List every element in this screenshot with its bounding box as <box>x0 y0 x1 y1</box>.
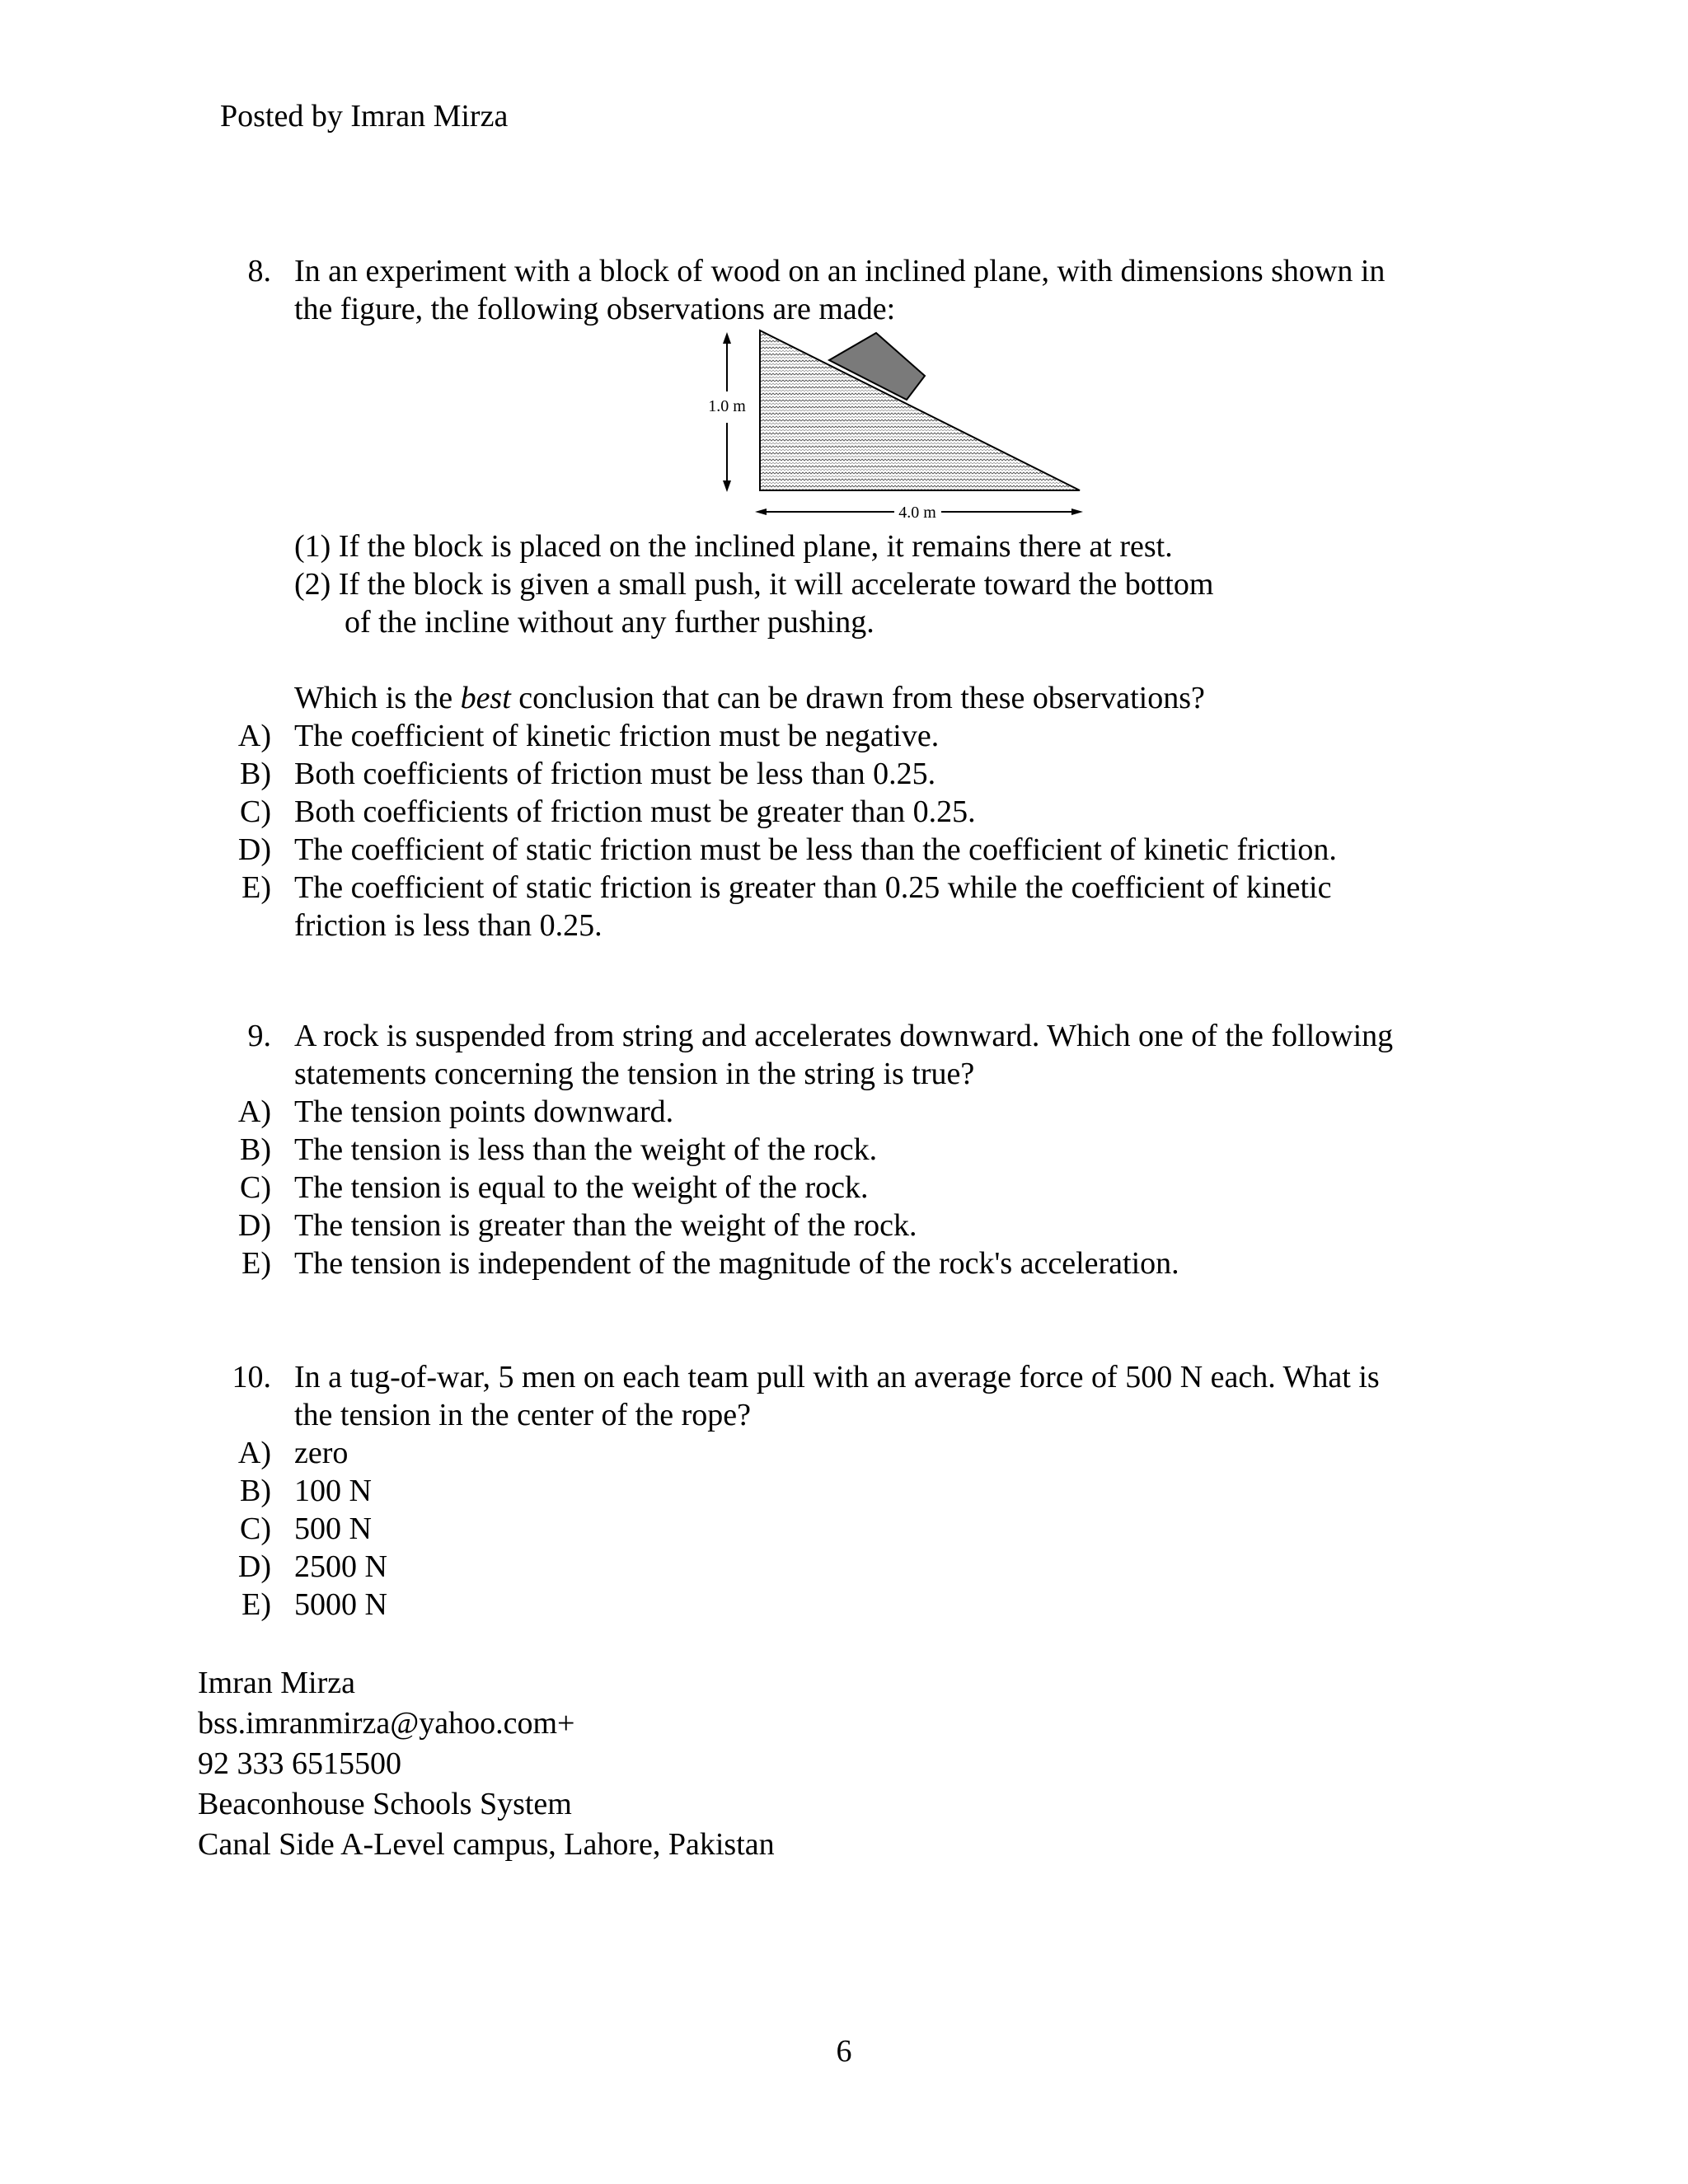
contact-campus: Canal Side A-Level campus, Lahore, Pakistan <box>198 1827 775 1862</box>
height-arrowhead-bottom <box>723 480 731 492</box>
question-number: 9. <box>247 1019 271 1053</box>
base-label: 4.0 m <box>898 504 936 522</box>
question-stem-line: statements concerning the tension in the string is true? <box>294 1057 975 1091</box>
option-letter: B) <box>240 757 271 791</box>
base-arrowhead-left <box>755 509 767 515</box>
observation-line: of the incline without any further pushing. <box>345 605 874 640</box>
question-stem-line: In a tug-of-war, 5 men on each team pull with an average force of 500 N each. What is <box>294 1360 1380 1394</box>
option-letter: C) <box>240 794 271 829</box>
option-text: The coefficient of static friction is greater than 0.25 while the coefficient of kinetic <box>294 870 1332 905</box>
option-letter: E) <box>241 1587 271 1622</box>
question-number: 10. <box>232 1360 271 1394</box>
option-letter: C) <box>240 1511 271 1546</box>
question-stem-line: the tension in the center of the rope? <box>294 1398 751 1432</box>
option-letter: E) <box>241 870 271 905</box>
option-text: zero <box>294 1436 349 1470</box>
option-letter: A) <box>237 1436 271 1470</box>
question-stem-line: A rock is suspended from string and accelerates downward. Which one of the following <box>294 1019 1394 1053</box>
incline-triangle <box>760 330 1080 490</box>
contact-name: Imran Mirza <box>198 1666 355 1700</box>
option-text: The coefficient of static friction must be less than the coefficient of kinetic friction. <box>294 832 1337 867</box>
option-letter: B) <box>240 1132 271 1167</box>
prompt-emphasis: best <box>460 681 511 715</box>
option-text: Both coefficients of friction must be less than 0.25. <box>294 757 936 791</box>
question-prompt: Which is the best conclusion that can be drawn from these observations? <box>294 681 1205 715</box>
question-stem-line: the figure, the following observations are made: <box>294 292 896 326</box>
observation-line: (2) If the block is given a small push, it will accelerate toward the bottom <box>294 567 1214 602</box>
option-letter: D) <box>237 1549 271 1584</box>
option-text: 100 N <box>294 1474 372 1508</box>
observation-line: (1) If the block is placed on the inclined plane, it remains there at rest. <box>294 529 1173 564</box>
option-letter: B) <box>240 1474 271 1508</box>
contact-school: Beaconhouse Schools System <box>198 1787 572 1821</box>
option-text: The tension points downward. <box>294 1094 674 1129</box>
contact-phone: 92 333 6515500 <box>198 1746 401 1781</box>
option-letter: D) <box>237 832 271 867</box>
inclined-plane-figure <box>676 326 1104 532</box>
option-text: The tension is greater than the weight of the rock. <box>294 1208 917 1243</box>
option-letter: D) <box>237 1208 271 1243</box>
option-letter: A) <box>237 1094 271 1129</box>
height-arrowhead-top <box>723 332 731 344</box>
option-text: 2500 N <box>294 1549 387 1584</box>
question-stem-line: In an experiment with a block of wood on an inclined plane, with dimensions shown in <box>294 254 1386 288</box>
option-text: friction is less than 0.25. <box>294 908 603 943</box>
posted-by: Posted by Imran Mirza <box>220 99 509 134</box>
height-label: 1.0 m <box>708 397 746 415</box>
option-text: 500 N <box>294 1511 372 1546</box>
option-text: 5000 N <box>294 1587 387 1622</box>
option-text: The tension is independent of the magnitude of the rock's acceleration. <box>294 1246 1179 1281</box>
option-text: The tension is equal to the weight of the rock. <box>294 1170 869 1205</box>
option-letter: C) <box>240 1170 271 1205</box>
option-text: The coefficient of kinetic friction must be negative. <box>294 719 940 753</box>
option-text: The tension is less than the weight of the rock. <box>294 1132 878 1167</box>
option-text: Both coefficients of friction must be greater than 0.25. <box>294 794 976 829</box>
base-arrowhead-right <box>1071 509 1083 515</box>
question-number: 8. <box>247 254 271 288</box>
option-letter: A) <box>237 719 271 753</box>
page-number: 6 <box>836 2034 852 2069</box>
contact-email: bss.imranmirza@yahoo.com+ <box>198 1706 575 1741</box>
option-letter: E) <box>241 1246 271 1281</box>
